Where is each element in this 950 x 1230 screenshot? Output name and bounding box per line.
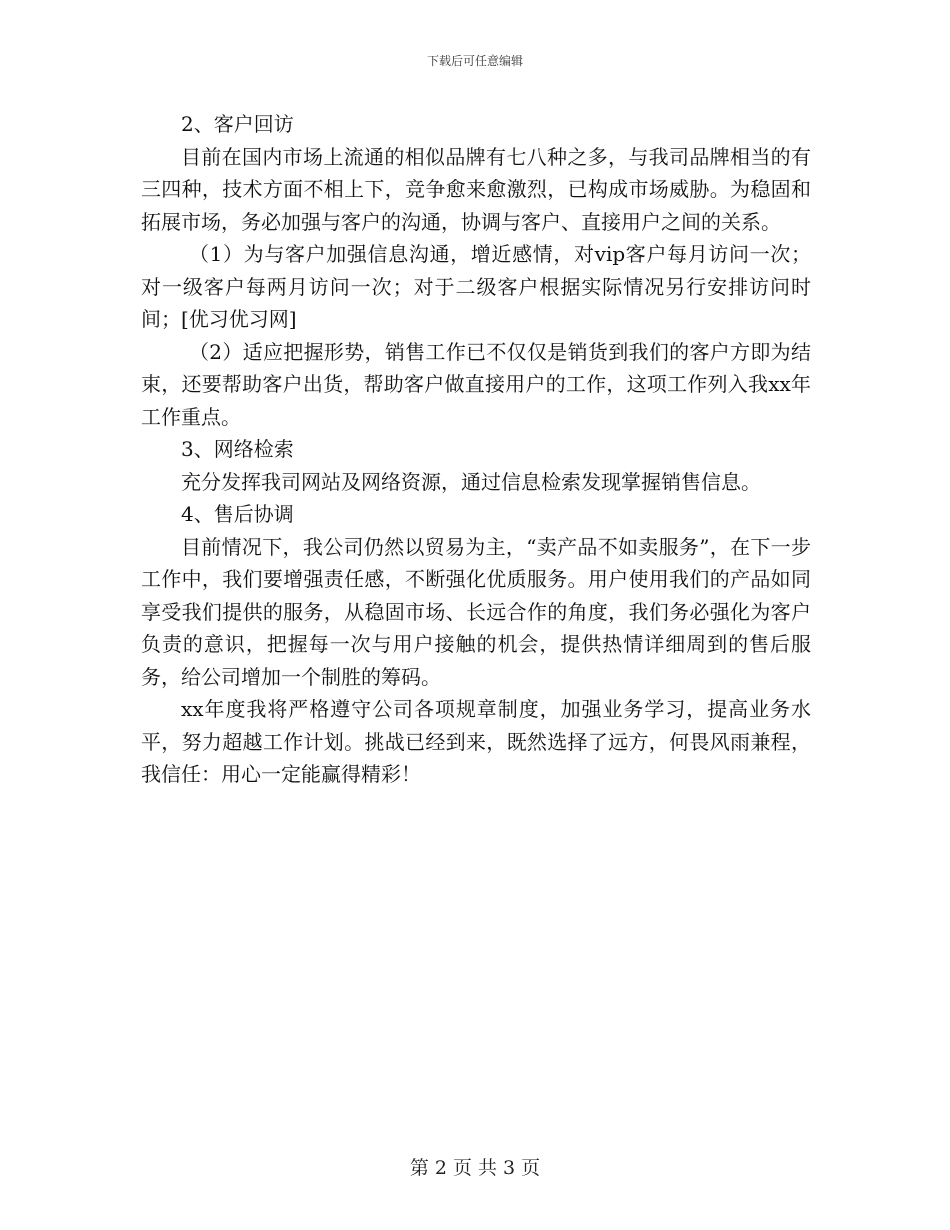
page-header: 下载后可任意编辑 — [426, 54, 523, 68]
list-item-info-communication: （1）为与客户加强信息沟通，增近感情，对vip客户每月访问一次；对一级客户每两月访问一次；对于二级客户根据实际情况另行安排访问时间；[优习优习网] — [141, 242, 811, 331]
paragraph-after-sales-service: 目前情况下，我公司仍然以贸易为主，“卖产品不如卖服务”，在下一步工作中，我们要增强责任感，不断强化优质服务。用户使用我们的产品如同享受我们提供的服务，从稳固市场、长远合作的角度，我们务必强化为客户负责的意识，把握每一次与用户接触的机会，提供热情详细周到的售后服务，给公司增加一个制胜的筹码。 — [141, 534, 811, 689]
paragraph-closing-statement: xx年度我将严格遵守公司各项规章制度，加强业务学习，提高业务水平，努力超越工作计划。挑战已经到来，既然选择了远方，何畏风雨兼程，我信任：用心一定能赢得精彩！ — [141, 697, 811, 786]
page-number: 第 2 页 共 3 页 — [409, 1157, 541, 1179]
paragraph-market-situation: 目前在国内市场上流通的相似品牌有七八种之多，与我司品牌相当的有三四种，技术方面不相上下，竞争愈来愈激烈，已构成市场威胁。为稳固和拓展市场，务必加强与客户的沟通，协调与客户、直接用户之间的关系。 — [141, 144, 811, 234]
paragraph-network-resources: 充分发挥我司网站及网络资源，通过信息检索发现掌握销售信息。 — [181, 469, 761, 494]
list-item-adapt-situation: （2）适应把握形势，销售工作已不仅仅是销货到我们的客户方即为结束，还要帮助客户出货，帮助客户做直接用户的工作，这项工作列入我xx年工作重点。 — [141, 339, 811, 429]
section-heading-network-search: 3、网络检索 — [181, 437, 294, 461]
section-heading-after-sales: 4、售后协调 — [181, 502, 294, 526]
document-body — [141, 108, 811, 791]
section-heading-customer-visit: 2、客户回访 — [181, 112, 294, 136]
